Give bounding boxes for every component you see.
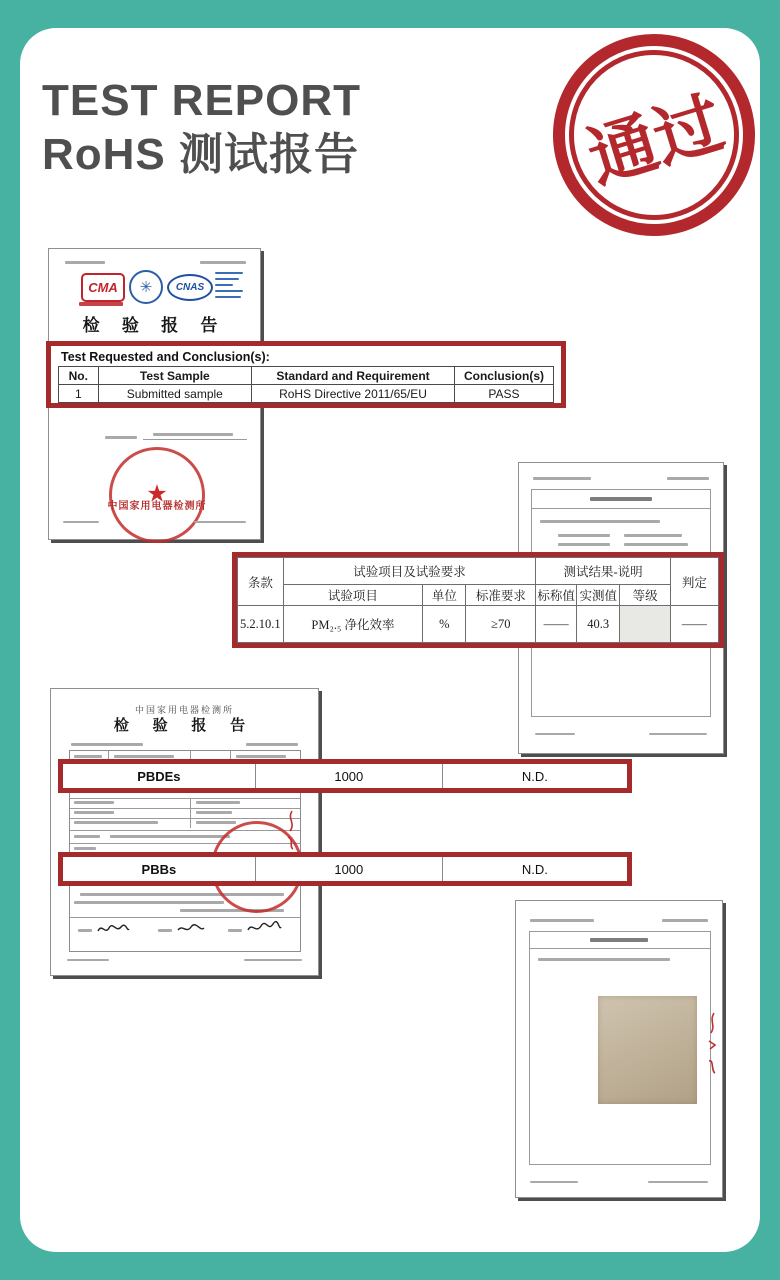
redacted-text-line (74, 821, 158, 824)
pbdes-highlight-band (58, 759, 632, 793)
page-title (42, 74, 361, 181)
redacted-text-line (649, 733, 707, 736)
redacted-text-line (74, 801, 114, 804)
redacted-text-line (558, 543, 610, 546)
stamp-label: 通过 (579, 84, 732, 197)
result-table (237, 557, 719, 643)
divider (532, 508, 710, 509)
redacted-text-line (114, 755, 174, 758)
divider (70, 818, 300, 819)
pbdes-result: N.D. (442, 764, 627, 788)
col-standard: Standard and Requirement (252, 367, 455, 385)
client-value-field (143, 430, 247, 440)
divider (530, 948, 710, 949)
redacted-text-line (200, 261, 246, 264)
pbbs-limit: 1000 (255, 857, 442, 881)
divider (70, 808, 300, 809)
conclusion-header-row (59, 367, 554, 385)
result-header-row-1 (238, 558, 719, 585)
redacted-text-line (196, 801, 240, 804)
col-requirement: 标准要求 (466, 585, 536, 606)
redacted-text-line (246, 743, 298, 746)
divider (70, 917, 300, 918)
cma-number-line (79, 302, 123, 306)
col-item: 试验项目 (283, 585, 423, 606)
redacted-text-line (667, 477, 709, 480)
cell-grade (620, 606, 671, 643)
divider (190, 798, 191, 828)
cell-test-sample: Submitted sample (98, 385, 251, 403)
cell-conclusion: PASS (454, 385, 553, 403)
client-label-line (105, 436, 137, 439)
col-judge: 判定 (670, 558, 718, 606)
cell-measured: 40.3 (577, 606, 620, 643)
redacted-text-line (196, 821, 236, 824)
col-grade: 等级 (620, 585, 671, 606)
redacted-title-line (590, 497, 652, 501)
redacted-text-line (624, 534, 682, 537)
sign-label-line (228, 929, 242, 932)
redacted-text-line (74, 901, 224, 904)
redacted-text-line (530, 919, 594, 922)
pbdes-limit: 1000 (255, 764, 442, 788)
redacted-text-line (558, 534, 610, 537)
sign-label-line (78, 929, 92, 932)
redacted-text-line (624, 543, 688, 546)
signature-icon (96, 921, 130, 937)
col-result-group: 测试结果-说明 (536, 558, 671, 585)
title-line-1: TEST REPORT (42, 76, 362, 125)
cnas-text-line (215, 290, 243, 292)
redacted-text-line (153, 433, 233, 436)
redacted-text-line (74, 811, 114, 814)
redacted-text-line (535, 733, 575, 736)
redacted-text-line (74, 835, 100, 838)
cell-nominal: —— (536, 606, 577, 643)
cell-requirement: ≥70 (466, 606, 536, 643)
col-clause: 条款 (238, 558, 284, 606)
redacted-text-line (110, 835, 230, 838)
result-data-row (238, 606, 719, 643)
cell-no: 1 (59, 385, 99, 403)
redacted-text-line (533, 477, 591, 480)
seal-org-text: 中国家用电器检测所 (107, 501, 207, 512)
conclusion-heading: Test Requested and Conclusion(s): (61, 350, 270, 364)
redacted-text-line (74, 755, 102, 758)
cell-judge: —— (670, 606, 718, 643)
redacted-text-line (236, 755, 286, 758)
col-measured: 实测值 (577, 585, 620, 606)
seal-star-icon: ★ (146, 480, 168, 508)
redacted-text-line (194, 521, 246, 524)
doc3-org: 中国家用电器检测所 (134, 705, 234, 715)
col-test-group: 试验项目及试验要求 (283, 558, 536, 585)
sign-label-line (158, 929, 172, 932)
redacted-text-line (196, 811, 232, 814)
cma-logo: CMA (81, 273, 125, 302)
sample-photo (598, 996, 697, 1104)
pbbs-highlight-band (58, 852, 632, 886)
redacted-text-line (244, 959, 302, 962)
cnas-text-line (215, 278, 239, 280)
doc1-report-title: 检 验 报 告 (82, 316, 227, 335)
divider (70, 798, 300, 799)
cell-standard: RoHS Directive 2011/65/EU (252, 385, 455, 403)
redacted-text-line (67, 959, 109, 962)
redacted-text-line (648, 1181, 708, 1184)
red-handwriting-icon (705, 1009, 719, 1079)
cnas-text-line (215, 296, 241, 298)
institute-seal (109, 447, 205, 543)
redacted-text-line (63, 521, 99, 524)
result-highlight-table (232, 552, 724, 648)
col-no: No. (59, 367, 99, 385)
signature-icon (176, 921, 206, 937)
cnas-text-line (215, 284, 233, 286)
col-nominal: 标称值 (536, 585, 577, 606)
doc3-report-title: 检 验 报 告 (113, 718, 256, 734)
redacted-text-line (538, 958, 670, 961)
pbbs-result: N.D. (442, 857, 627, 881)
col-test-sample: Test Sample (98, 367, 251, 385)
pbdes-substance: PBDEs (137, 768, 181, 784)
result-header-row-2 (238, 585, 719, 606)
cell-item: PM₂.₅ 净化效率 (283, 606, 423, 643)
conclusion-data-row (59, 385, 554, 403)
pbbs-substance: PBBs (141, 861, 177, 877)
cnas-text-line (215, 272, 243, 274)
redacted-text-line (540, 520, 660, 523)
cnas-logo: CNAS (167, 274, 213, 301)
title-line-2: RoHS 测试报告 (42, 129, 359, 179)
cell-unit: % (423, 606, 466, 643)
redacted-text-line (530, 1181, 578, 1184)
col-conclusion: Conclusion(s) (454, 367, 553, 385)
redacted-text-line (74, 847, 96, 850)
conclusion-highlight-box (46, 341, 566, 408)
report-doc-3 (50, 688, 319, 976)
signature-icon (246, 919, 282, 937)
ilac-mra-logo-icon: ✳ (129, 270, 163, 304)
col-unit: 单位 (423, 585, 466, 606)
redacted-text-line (71, 743, 143, 746)
redacted-text-line (662, 919, 708, 922)
cell-clause: 5.2.10.1 (238, 606, 284, 643)
report-doc-4 (515, 900, 723, 1198)
redacted-text-line (65, 261, 105, 264)
redacted-title-line (590, 938, 648, 942)
conclusion-table (58, 366, 554, 403)
